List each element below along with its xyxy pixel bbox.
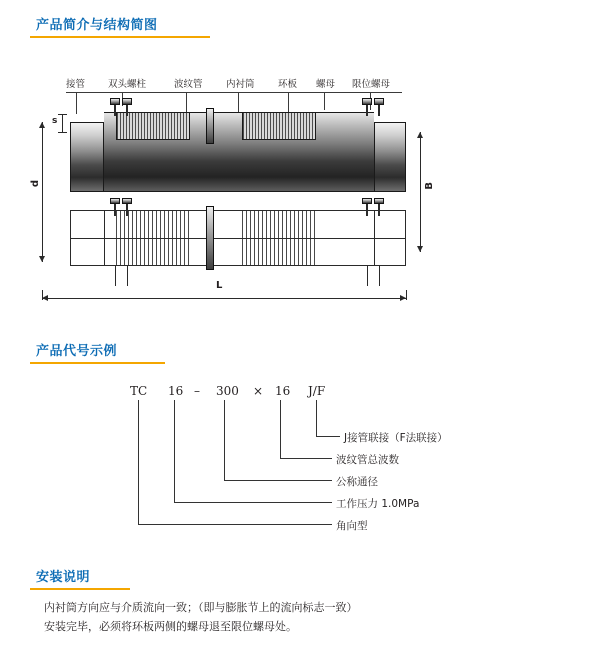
lower-joint-left-edge <box>104 210 105 266</box>
dim-s-label: s <box>52 116 58 126</box>
leg-left-2 <box>127 266 128 286</box>
code-token-diameter: 300 <box>216 384 239 398</box>
callout-label-bellows: 波纹管 <box>174 79 203 90</box>
section-underline-code <box>30 362 165 364</box>
install-notes <box>44 598 564 636</box>
lower-stud-left-2 <box>126 202 128 216</box>
ring-plate-upper <box>206 108 214 144</box>
dim-s-tick-bottom <box>58 132 67 133</box>
codeline-waves-v <box>280 400 281 458</box>
lower-joint-right-edge <box>374 210 375 266</box>
codeline-type-v <box>138 400 139 524</box>
bellows-left <box>116 112 190 140</box>
bellows-right <box>242 112 316 140</box>
install-note-1: 内衬筒方向应与介质流向一致；（即与膨胀节上的流向标志一致） <box>44 601 358 614</box>
codeline-diameter-v <box>224 400 225 480</box>
install-note-2: 安装完毕，必须将环板两侧的螺母退至限位螺母处。 <box>44 620 297 633</box>
section-title-code: 产品代号示例 <box>36 344 118 359</box>
callout-label-double-stud: 双头螺柱 <box>108 79 147 90</box>
leg-right <box>367 266 368 286</box>
codeline-pressure-v <box>174 400 175 502</box>
nut-left-2 <box>122 98 132 105</box>
nut-right <box>362 98 372 105</box>
dim-d-line <box>42 122 43 262</box>
codeline-connection-h <box>316 436 340 437</box>
dim-L-ext-right <box>406 290 407 300</box>
dim-B-line <box>420 132 421 252</box>
codeline-pressure-h <box>174 502 332 503</box>
lower-stud-right-2 <box>378 202 380 216</box>
codeline-waves-h <box>280 458 332 459</box>
codeline-diameter-h <box>224 480 332 481</box>
dim-B-arrow-top <box>417 132 423 138</box>
lower-nut-left <box>110 198 120 204</box>
dim-B-arrow-bottom <box>417 246 423 252</box>
lower-nut-left-2 <box>122 198 132 204</box>
callout-label-nut: 螺母 <box>316 79 336 90</box>
section-title-structure: 产品简介与结构简图 <box>36 18 158 33</box>
code-token-waves: 16 <box>275 384 291 398</box>
code-token-dash: – <box>194 384 200 398</box>
leader-connector <box>76 92 77 114</box>
dim-L-line <box>42 298 406 299</box>
code-desc-connection: J接管联接（F法联接） <box>344 432 448 444</box>
lower-limit-nut-right <box>374 198 384 204</box>
callout-label-connector: 接管 <box>66 79 86 90</box>
dim-s-line <box>62 114 63 132</box>
code-token-times: × <box>253 384 264 398</box>
callout-label-limit-nut: 限位螺母 <box>352 79 391 90</box>
callout-label-ring-plate: 环板 <box>278 79 298 90</box>
dim-L-label: L <box>216 280 223 291</box>
codeline-connection-v <box>316 400 317 436</box>
section-underline-structure <box>30 36 210 38</box>
limit-nut-right <box>374 98 384 105</box>
dim-d-label: d <box>30 180 41 188</box>
lower-stud-right <box>366 202 368 216</box>
left-pipe <box>70 122 104 192</box>
dim-s-tick-top <box>58 114 67 115</box>
centerline <box>70 238 406 239</box>
section-underline-install <box>30 588 130 590</box>
code-token-type: TC <box>130 384 148 398</box>
right-pipe <box>374 122 406 192</box>
code-example-diagram <box>120 378 520 532</box>
code-token-pressure: 16 <box>168 384 184 398</box>
callout-rail <box>66 92 402 93</box>
dim-B-label: B <box>424 182 435 190</box>
callout-label-liner: 内衬筒 <box>226 79 255 90</box>
section-title-install: 安装说明 <box>36 570 91 585</box>
nut-left <box>110 98 120 105</box>
dim-L-arrow-left <box>42 295 48 301</box>
codeline-type-h <box>138 524 332 525</box>
dim-d-arrow-bottom <box>39 256 45 262</box>
structure-drawing <box>30 62 460 292</box>
leg-left <box>115 266 116 286</box>
code-desc-diameter: 公称通径 <box>336 476 378 488</box>
ring-plate-lower <box>206 206 214 270</box>
dim-d-arrow-top <box>39 122 45 128</box>
leader-nut <box>324 92 325 110</box>
leg-right-2 <box>379 266 380 286</box>
dim-L-arrow-right <box>400 295 406 301</box>
code-desc-waves: 波纹管总波数 <box>336 454 399 466</box>
code-token-connection: J/F <box>308 384 326 398</box>
lower-stud-left <box>114 202 116 216</box>
code-desc-pressure: 工作压力 1.0MPa <box>336 498 420 510</box>
lower-nut-right <box>362 198 372 204</box>
code-desc-type: 角向型 <box>336 520 368 532</box>
